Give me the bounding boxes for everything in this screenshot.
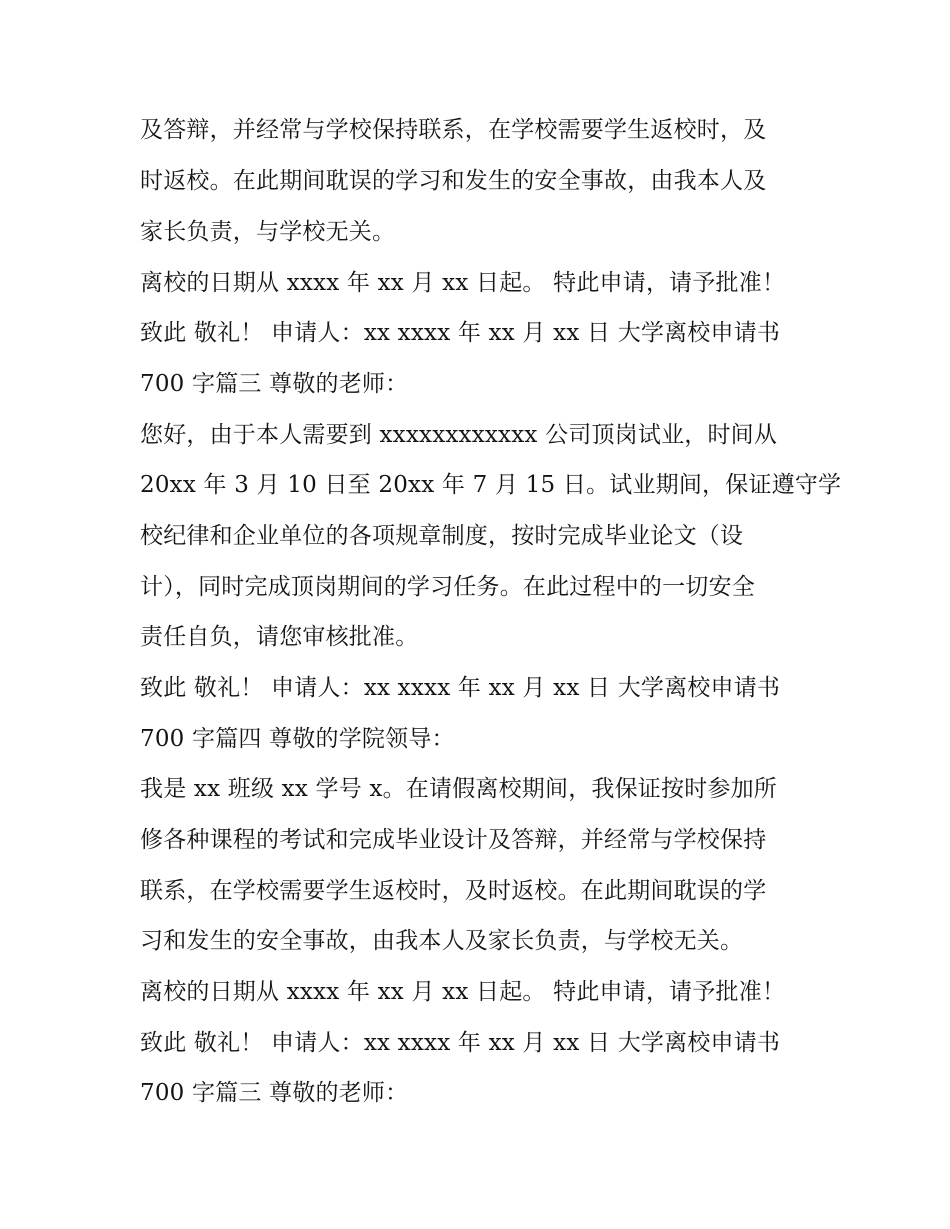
text-line: 责任自负，请您审核批准。 bbox=[140, 624, 419, 650]
text-line: 致此 敬礼！ 申请人：xx xxxx 年 xx 月 xx 日 大学离校申请书 bbox=[140, 320, 781, 346]
text-line: 计），同时完成顶岗期间的学习任务。在此过程中的一切安全 bbox=[140, 574, 755, 600]
text-line: 家长负责，与学校无关。 bbox=[140, 219, 396, 245]
section-heading: 700 字篇四 尊敬的学院领导： bbox=[140, 726, 455, 752]
text-line: 致此 敬礼！ 申请人：xx xxxx 年 xx 月 xx 日 大学离校申请书 bbox=[140, 1030, 781, 1056]
section-heading: 700 字篇三 尊敬的老师： bbox=[140, 371, 409, 397]
text-line: 修各种课程的考试和完成毕业设计及答辩，并经常与学校保持 bbox=[140, 827, 767, 853]
text-line: 20xx 年 3 月 10 日至 20xx 年 7 月 15 日。试业期间，保证遵守学 bbox=[140, 472, 842, 498]
text-line: 联系，在学校需要学生返校时，及时返校。在此期间耽误的学 bbox=[140, 878, 767, 904]
text-line: 我是 xx 班级 xx 学号 x。在请假离校期间，我保证按时参加所 bbox=[140, 776, 778, 802]
text-line: 致此 敬礼！ 申请人：xx xxxx 年 xx 月 xx 日 大学离校申请书 bbox=[140, 675, 781, 701]
text-line: 离校的日期从 xxxx 年 xx 月 xx 日起。 特此申请，请予批准！ bbox=[140, 979, 786, 1005]
text-line: 时返校。在此期间耽误的学习和发生的安全事故，由我本人及 bbox=[140, 168, 767, 194]
text-line: 校纪律和企业单位的各项规章制度，按时完成毕业论文（设 bbox=[140, 523, 744, 549]
text-line: 离校的日期从 xxxx 年 xx 月 xx 日起。 特此申请，请予批准！ bbox=[140, 270, 786, 296]
text-line: 及答辩，并经常与学校保持联系，在学校需要学生返校时，及 bbox=[140, 117, 767, 143]
text-line: 习和发生的安全事故，由我本人及家长负责，与学校无关。 bbox=[140, 928, 744, 954]
text-line: 您好，由于本人需要到 xxxxxxxxxxxx 公司顶岗试业，时间从 bbox=[140, 422, 778, 448]
section-heading: 700 字篇三 尊敬的老师： bbox=[140, 1080, 409, 1106]
